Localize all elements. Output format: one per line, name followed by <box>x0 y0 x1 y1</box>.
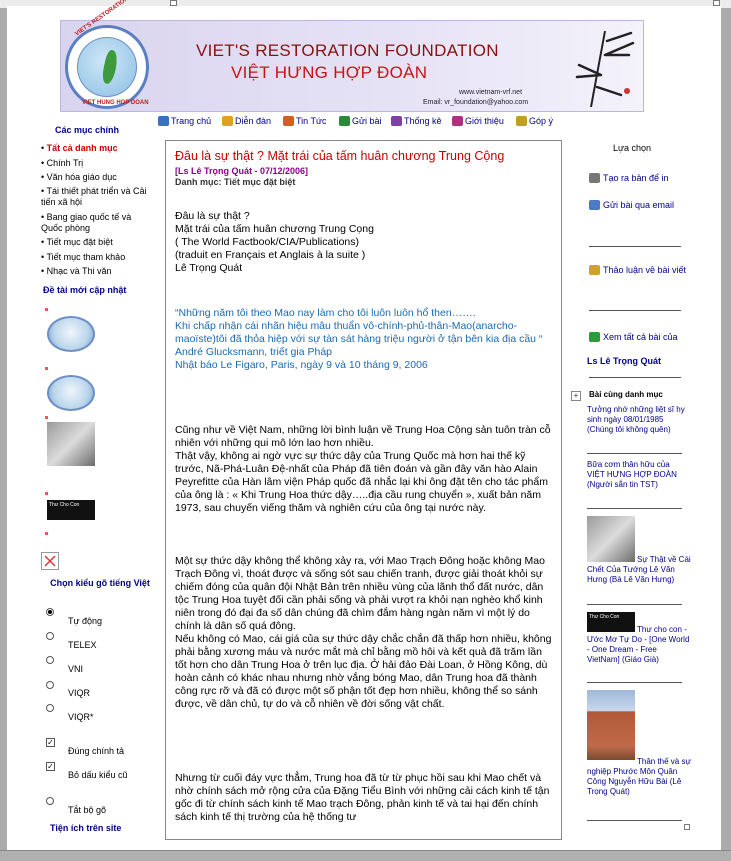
nav-about[interactable]: Giới thiệu <box>452 116 504 126</box>
checkbox-spell-check[interactable]: ✓ <box>47 738 54 747</box>
category-culture[interactable]: • Văn hóa giáo dục <box>41 172 117 182</box>
bullet-icon <box>45 532 48 535</box>
list-icon <box>589 332 600 342</box>
checkbox-old-accent[interactable]: ✓ <box>47 762 54 771</box>
category-special[interactable]: • Tiết mục đặt biệt <box>41 237 113 247</box>
foundation-logo-icon <box>65 25 149 109</box>
category-music[interactable]: • Nhạc và Thi văn <box>41 266 112 276</box>
forum-icon <box>222 116 233 126</box>
categories-heading: Các mục chính <box>55 125 120 135</box>
article-panel <box>165 140 562 840</box>
radio-vni[interactable] <box>46 656 54 664</box>
related-article-2[interactable]: Bữa cơm thân hữu của VIỆT HƯNG HỢP ĐOÀN (Người sắn tin TST) <box>587 460 677 489</box>
nav-stats[interactable]: Thống kê <box>391 116 442 126</box>
divider <box>587 508 682 509</box>
banner-title-english: VIET'S RESTORATION FOUNDATION <box>196 41 499 60</box>
print-link[interactable]: Tạo ra bản để in <box>589 173 694 184</box>
vietnam-map-icon <box>101 49 120 85</box>
mail-icon <box>589 200 600 210</box>
resize-box-icon <box>684 824 690 830</box>
bullet-icon <box>45 367 48 370</box>
category-all[interactable]: • Tất cả danh mục <box>41 143 118 153</box>
nav-feedback[interactable]: Góp ý <box>516 116 553 126</box>
category-development[interactable]: • Tái thiết phát triển và Cải tiến xã hội <box>41 186 147 207</box>
radio-telex-label: TELEX <box>68 640 97 650</box>
divider <box>589 310 681 311</box>
view-all-link[interactable]: Xem tất cả bài của <box>589 332 689 343</box>
related-thumb-4[interactable]: Thư Cho Con <box>587 612 635 632</box>
spell-check-label: Đúng chính tả <box>68 746 125 756</box>
divider <box>587 604 682 605</box>
category-politics[interactable]: • Chính Trị <box>41 158 84 168</box>
submit-icon <box>339 116 350 126</box>
author-link[interactable]: Ls Lê Trọng Quát <box>587 356 662 366</box>
broken-image-icon <box>41 552 59 570</box>
new-topic-thumb-2[interactable] <box>47 375 95 411</box>
banner-email: Email: vr_foundation@yahoo.com <box>423 99 529 106</box>
bullet-icon <box>45 492 48 495</box>
radio-viqr[interactable] <box>46 681 54 689</box>
article-intro: Đâu là sự thật ? Mặt trái của tấm huân chương Trung Cọng ( The World Factbook/CIA/Publications) (traduit en Français et Anglais à la suite ) Lê Trọng Quát <box>175 210 374 274</box>
article-author-date[interactable]: [Ls Lê Trọng Quát - 07/12/2006] <box>175 166 309 176</box>
radio-viqr-star-label: VIQR* <box>68 712 94 722</box>
nav-news[interactable]: Tin Tức <box>283 116 327 126</box>
article-title: Đâu là sự thật ? Mặt trái của tấm huân chương Trung Cộng <box>175 149 505 163</box>
article-paragraph-2: Một sự thức dậy không thể không xảy ra, với Mao Trạch Đông hoặc không Mao Trạch Đông vì, thoát được và sống sót sau chiến tranh, được giải thoát khỏi sự chiếm đóng của quân đội Nhật Bản trên nhiều vùng của lãnh thổ đất nước, dân tộc Trung Hoa tuyệt đối cần phải sống và phải vượt ra khỏi nạn nghèo khổ kinh niên trong đó đại đa số dân chúng đã chìm đắm hàng ngàn năm vì một lý do chính là dân số quá đông. Nếu không có Mao, cái giá của sự thức dậy chắc chắn đã thấp hơn nhiều, không phải bằng xương máu và nước mắt mà chỉ bằng mồ hôi và kết quả đã trăm lần tốt hơn cho dân Trung Hoa ở trên lục địa. Ở hải đảo Đài Loan, ở Hồng Kông, dù hoàn cảnh có khác nhau nhưng nhờ vắng bóng Mao, dân Trung hoa đã thành công rực rỡ và đã có được một số phận tốt đẹp hơn nhiều, không thể so sánh được, về dân chủ, tự do và cỗ nhiên về đời sống vật chất. <box>175 555 552 710</box>
radio-telex[interactable] <box>46 632 54 640</box>
options-heading: Lựa chọn <box>613 143 652 153</box>
divider <box>587 820 682 821</box>
new-topic-thumb-3[interactable] <box>47 422 95 466</box>
radio-viqr-star[interactable] <box>46 704 54 712</box>
article-category: Danh mục: Tiết mục đặt biệt <box>175 177 296 187</box>
radio-vni-label: VNI <box>68 664 84 674</box>
radio-off-label: Tắt bộ gõ <box>68 805 107 815</box>
banner-title-vietnamese: VIỆT HƯNG HỢP ĐOÀN <box>231 63 428 82</box>
article-quote: “Những năm tôi theo Mao nay làm cho tôi luôn luôn hổ then……. Khi chấp nhận cái nhãn hiệu mâu thuẩn vô-chính-phủ-thân-Mao(anarcho-maoïste)tôi đã thỏa hiệp với sự tàn sát hàng triệu người ở tận bên kia địa cầu “ André Glucksmann, triết gia Pháp Nhật báo Le Figaro, Paris, ngày 9 và 10 tháng 9, 2006 <box>175 307 543 371</box>
discuss-link[interactable]: Thảo luận về bài viết <box>589 265 689 276</box>
bullet-icon <box>45 308 48 311</box>
window-bottom-strip <box>0 850 731 861</box>
logo-bottom-text: VIET HUNG HOP DOAN <box>82 100 149 106</box>
feedback-icon <box>516 116 527 126</box>
divider <box>589 377 681 378</box>
site-tools-heading: Tiện ích trên site <box>50 823 122 833</box>
banner-website: www.vietnam-vrf.net <box>459 89 523 96</box>
bullet-icon <box>45 416 48 419</box>
radio-viqr-label: VIQR <box>68 688 91 698</box>
new-topic-thumb-4[interactable]: Thư Cho Con <box>47 500 95 520</box>
news-icon <box>283 116 294 126</box>
email-link[interactable]: Gửi bài qua email <box>589 200 694 211</box>
divider <box>589 246 681 247</box>
site-banner <box>60 20 644 112</box>
related-article-1[interactable]: Tưởng nhớ những liệt sĩ hy sinh ngày 08/01/1985 (Chúng tôi không quên) <box>587 405 685 434</box>
bamboo-painting-icon <box>571 25 641 107</box>
pencil-icon <box>589 265 600 275</box>
related-thumb-5[interactable] <box>587 690 635 760</box>
related-article-4[interactable]: Thư cho con - Ước Mơ Tự Do - [One World - One Dream - Free VietNam] (Giáo Già) <box>587 625 690 664</box>
nav-forum[interactable]: Diễn đàn <box>222 116 271 126</box>
divider <box>587 682 682 683</box>
related-article-3[interactable]: Sự Thật về Cái Chết Của Tướng Lê Văn Hưng (Bà Lê Văn Hưng) <box>587 555 691 584</box>
nav-submit[interactable]: Gửi bài <box>339 116 382 126</box>
printer-icon <box>589 173 600 183</box>
stats-icon <box>391 116 402 126</box>
radio-off[interactable] <box>46 797 54 805</box>
article-paragraph-1: Cũng như về Việt Nam, những lời bình luận về Trung Hoa Cộng sản tuôn tràn cỗ nhiên với những qui mô lớn lao hơn nhiều. Thật vậy, không ai ngờ vực sự thức dậy của Trung Quốc mà hơn hai thế kỹ trước, Nã-Phá-Luân Đệ-nhất của Pháp đã tiên đoán và gần đây văn hào Alain Peyrefitte của Hàn lâm viện Pháp quốc đã nhắc lại khi ông đặt tên cho tác phẩm của ông là : « Khi Trung Hoa thức dậy…..địa cầu rung chuyển », xuất bản năm 1973, sau chuyến viếng thăm và nghiên cứu của ông tại nước này. <box>175 424 551 514</box>
category-international[interactable]: • Bang giao quốc tế và Quốc phòng <box>41 212 132 233</box>
old-accent-label: Bỏ dấu kiểu cũ <box>68 770 128 780</box>
typing-mode-heading: Chọn kiểu gõ tiếng Việt <box>50 578 150 588</box>
radio-auto-label: Tự động <box>68 616 103 626</box>
divider <box>587 453 682 454</box>
related-article-5[interactable]: Thân thế và sự nghiệp Phước Môn Quân Công Nguyễn Hữu Bài (Lê Trọng Quát) <box>587 757 691 796</box>
article-paragraph-3: Nhưng từ cuối đáy vực thẳm, Trung hoa đã từ từ phục hồi sau khi Mao chết và nhờ chính sách mở rộng cửa của Đặng Tiểu Bình với những cải cách kinh tế tận gốc đi từ chính sách kinh tế Mao trạch Đông, phản kinh tế và tai hại đến chính sách kinh tế thị trường của hệ thống tư <box>175 772 550 823</box>
category-reference[interactable]: • Tiết mục tham khảo <box>41 252 126 262</box>
same-category-heading: Bài cùng danh mục <box>589 390 663 399</box>
expand-icon[interactable]: + <box>571 391 581 401</box>
about-icon <box>452 116 463 126</box>
nav-home[interactable]: Trang chủ <box>158 116 211 126</box>
radio-auto[interactable] <box>46 608 54 616</box>
new-topic-thumb-1[interactable] <box>47 316 95 352</box>
new-topics-heading: Đề tài mới cập nhật <box>43 285 127 295</box>
home-icon <box>158 116 169 126</box>
